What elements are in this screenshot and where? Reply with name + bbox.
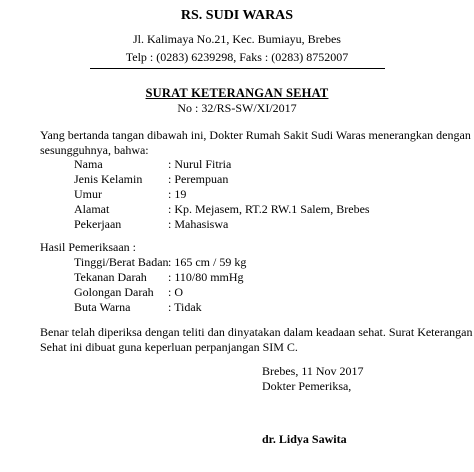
patient-value-occupation: : Mahasiswa (168, 217, 229, 231)
closing-line-2: Sehat ini dibuat guna keperluan perpanjangan SIM C. (40, 340, 298, 354)
closing-line-1: Benar telah diperiksa dengan teliti dan dinyatakan dalam keadaan sehat. Surat Keterangan (40, 325, 473, 339)
document-number: No : 32/RS-SW/XI/2017 (177, 101, 297, 115)
exam-label-blood-type: Golongan Darah (74, 285, 154, 299)
document-title: SURAT KETERANGAN SEHAT (145, 86, 329, 100)
patient-label-name: Nama (74, 157, 103, 171)
signature-place-date: Brebes, 11 Nov 2017 (262, 364, 364, 378)
signature-doctor-name: dr. Lidya Sawita (262, 432, 347, 446)
patient-value-name: : Nurul Fitria (168, 157, 232, 171)
exam-value-height-weight: : 165 cm / 59 kg (168, 255, 247, 269)
patient-value-gender: : Perempuan (168, 172, 229, 186)
exam-value-color-blind: : Tidak (168, 300, 202, 314)
exam-label-blood-pressure: Tekanan Darah (74, 270, 147, 284)
hospital-phone: Telp : (0283) 6239298, Faks : (0283) 8752007 (125, 50, 349, 64)
patient-label-occupation: Pekerjaan (74, 217, 122, 231)
patient-value-age: : 19 (168, 187, 187, 201)
patient-value-address: : Kp. Mejasem, RT.2 RW.1 Salem, Brebes (168, 202, 370, 216)
exam-label-height-weight: Tinggi/Berat Badan (74, 255, 169, 269)
exam-label-color-blind: Buta Warna (74, 300, 131, 314)
exam-heading: Hasil Pemeriksaan : (40, 240, 136, 254)
patient-label-address: Alamat (74, 202, 110, 216)
exam-value-blood-type: : O (168, 285, 183, 299)
intro-line-2: sesungguhnya, bahwa: (40, 143, 149, 157)
signature-role: Dokter Pemeriksa, (262, 379, 352, 393)
intro-line-1: Yang bertanda tangan dibawah ini, Dokter Rumah Sakit Sudi Waras menerangkan dengan (40, 128, 471, 142)
patient-label-age: Umur (74, 187, 102, 201)
patient-label-gender: Jenis Kelamin (74, 172, 143, 186)
exam-value-blood-pressure: : 110/80 mmHg (168, 270, 244, 284)
header-divider (90, 68, 385, 69)
hospital-name: RS. SUDI WARAS (180, 8, 294, 23)
hospital-address: Jl. Kalimaya No.21, Kec. Bumiayu, Brebes (133, 32, 341, 46)
